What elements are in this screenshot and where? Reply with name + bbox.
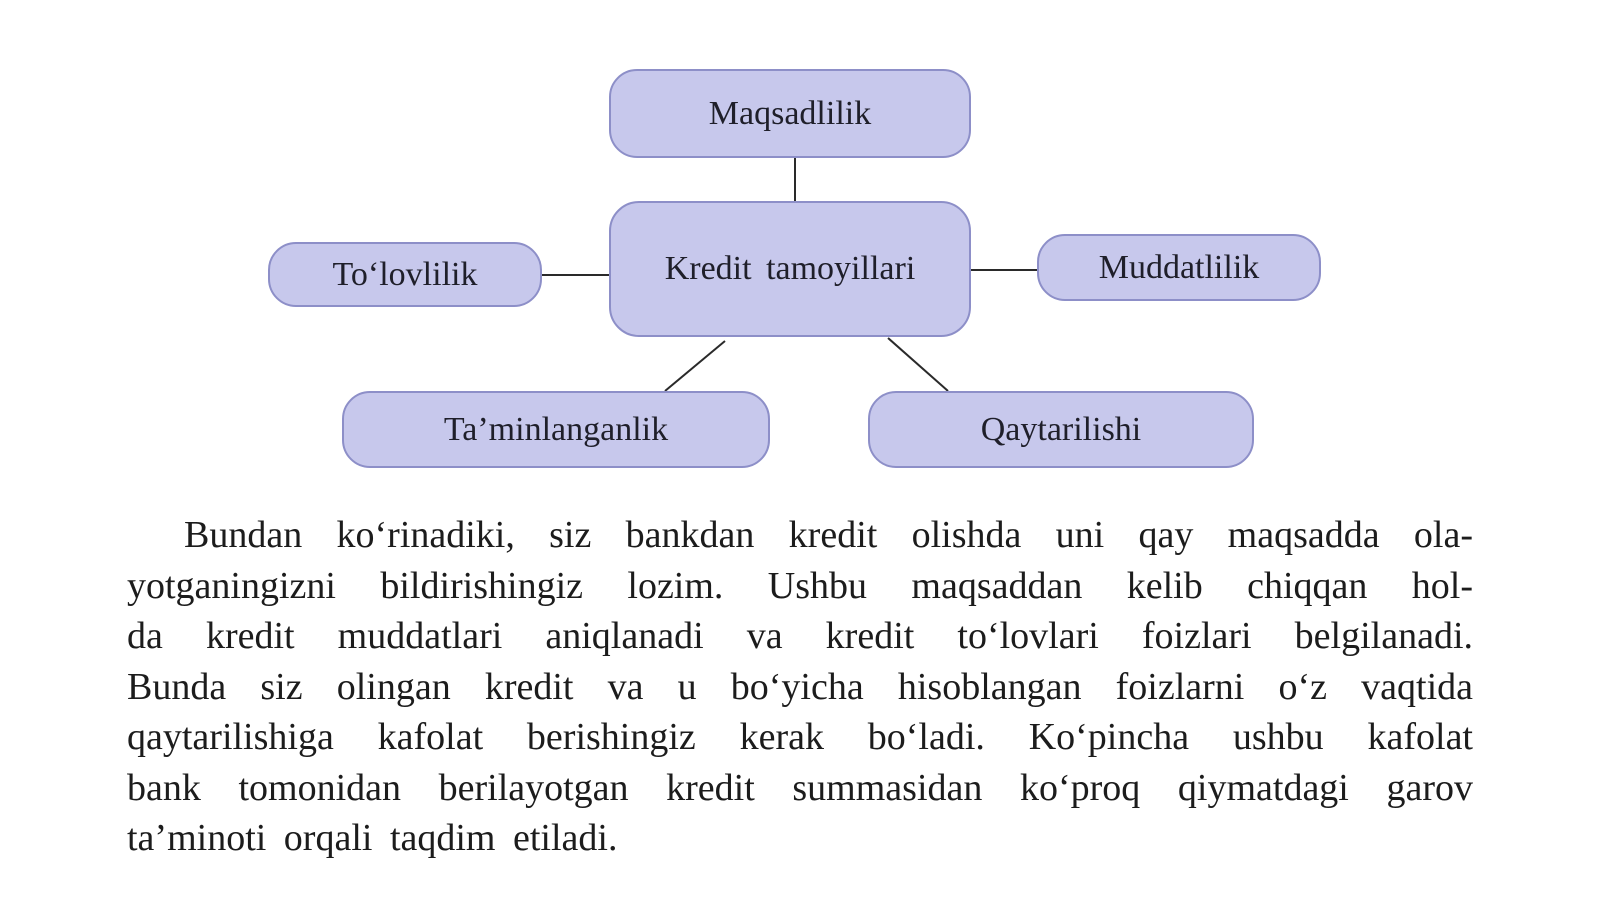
body-paragraph <box>127 510 1473 864</box>
paragraph-line-1: Bundan ko‘rinadiki, siz bankdan kredit olishda uni qay maqsadda ola- <box>184 514 1473 556</box>
connector-bottom-left <box>665 341 725 391</box>
paragraph-line-6: bank tomonidan berilayotgan kredit summasidan ko‘proq qiymatdagi garov <box>127 766 1473 809</box>
node-tolovlilik: To‘lovlilik <box>268 242 542 307</box>
paragraph-line-3: da kredit muddatlari aniqlanadi va kredit to‘lovlari foizlari belgilanadi. <box>127 615 1473 657</box>
node-muddatlilik: Muddatlilik <box>1037 234 1321 301</box>
node-qaytarilishi: Qaytarilishi <box>868 391 1254 468</box>
paragraph-line-4: Bunda siz olingan kredit va u bo‘yicha hisoblangan foizlarni o‘z vaqtida <box>127 665 1473 708</box>
node-kredit-tamoyillari: Kredit tamoyillari <box>609 201 971 337</box>
paragraph-line-2: yotganingizni bildirishingiz lozim. Ushbu maqsaddan kelib chiqqan hol- <box>127 564 1473 607</box>
node-taminlanganlik: Ta’minlanganlik <box>342 391 770 468</box>
connector-bottom-right <box>888 338 948 391</box>
paragraph-line-7: ta’minoti orqali taqdim etiladi. <box>127 817 618 859</box>
paragraph-line-5: qaytarilishiga kafolat berishingiz kerak bo‘ladi. Ko‘pincha ushbu kafolat <box>127 716 1473 758</box>
node-maqsadlilik: Maqsadlilik <box>609 69 971 158</box>
